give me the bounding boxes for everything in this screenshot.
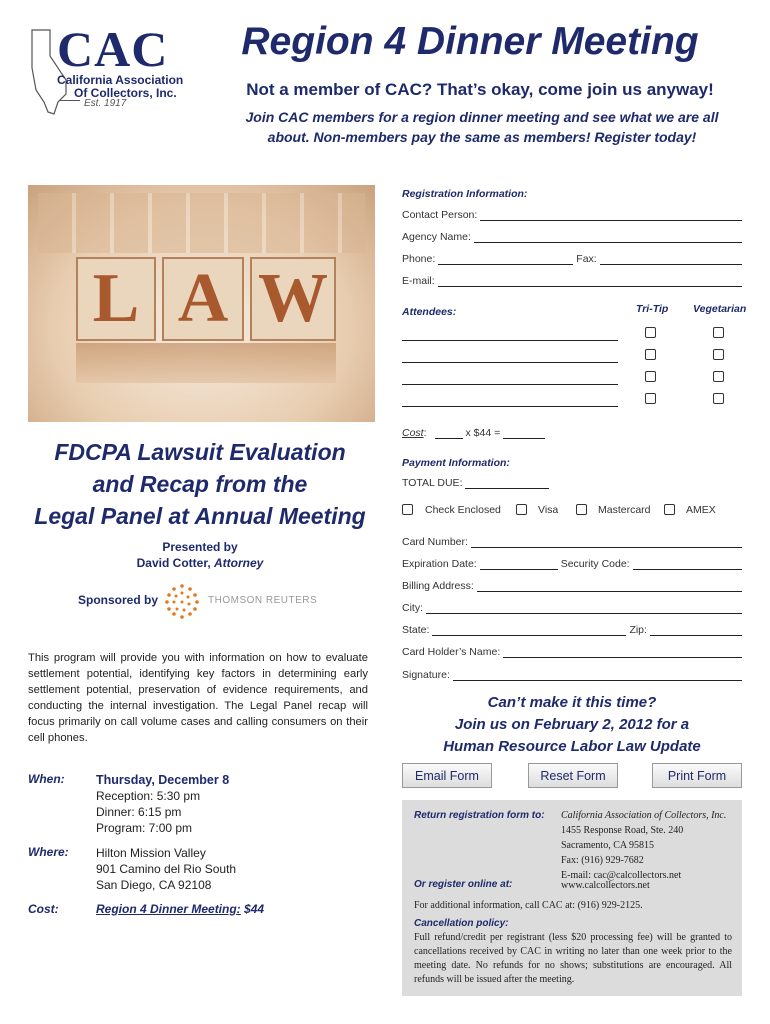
intro-line-2: about. Non-members pay the same as members! Register today!	[267, 129, 697, 145]
logo-cac: CAC	[57, 21, 169, 77]
additional-info: For additional information, call CAC at: (916) 929-2125.	[414, 900, 643, 911]
fax-label: Fax:	[576, 253, 597, 265]
billing-address-line[interactable]	[477, 582, 742, 592]
security-code-label: Security Code:	[560, 558, 630, 570]
venue-city: San Diego, CA 92108	[96, 878, 212, 892]
cant-make-line-2: Join us on February 2, 2012 for a	[454, 716, 690, 733]
attendee-line-3[interactable]	[402, 384, 618, 385]
expiration-line[interactable]	[480, 560, 558, 570]
presented-by-label: Presented by	[162, 540, 238, 554]
event-title-line-2: and Recap from the	[92, 471, 308, 497]
tri-tip-checkbox-3[interactable]	[645, 371, 656, 382]
reset-form-button[interactable]: Reset Form	[528, 763, 618, 788]
event-description: This program will provide you with information on how to evaluate settlement potential, identifying key factors in determining early settlement potential, preservation of evidence requirements, and conducting the internal investigation. The Legal Panel recap will focus primarily on call volume cases and calling consumers on their cell phones.	[28, 652, 368, 744]
contact-person-label: Contact Person:	[402, 209, 478, 221]
vegetarian-header: Vegetarian	[693, 303, 747, 315]
tri-tip-checkbox-1[interactable]	[645, 327, 656, 338]
registration-heading: Registration Information:	[402, 188, 528, 200]
online-url-link[interactable]: www.calcollectors.net	[561, 880, 650, 891]
signature-line[interactable]	[453, 671, 742, 681]
agency-name-line[interactable]	[474, 233, 742, 243]
cost-label: Cost:	[28, 902, 59, 916]
card-holder-field[interactable]	[402, 646, 742, 658]
card-holder-label: Card Holder’s Name:	[402, 646, 501, 658]
cant-make-line-1: Can’t make it this time?	[487, 694, 657, 711]
total-due-row	[402, 477, 549, 489]
print-form-button[interactable]: Print Form	[652, 763, 742, 788]
mastercard-checkbox[interactable]	[576, 504, 587, 515]
agency-name-field[interactable]	[402, 231, 742, 243]
intro-text	[218, 107, 746, 147]
presenter-name: David Cotter,	[136, 556, 211, 570]
when-block	[96, 772, 229, 836]
phone-fax-row	[402, 253, 742, 265]
dinner-time: Dinner: 6:15 pm	[96, 805, 182, 819]
return-city: Sacramento, CA 95815	[561, 840, 655, 851]
when-label: When:	[28, 772, 65, 786]
billing-address-label: Billing Address:	[402, 580, 474, 592]
card-number-field[interactable]	[402, 536, 742, 548]
email-form-button[interactable]: Email Form	[402, 763, 492, 788]
page-subtitle: Not a member of CAC? That’s okay, come join us anyway!	[246, 80, 714, 99]
state-zip-row	[402, 624, 742, 636]
presenter-role: Attorney	[214, 556, 264, 570]
presenter-line	[90, 555, 310, 571]
state-line[interactable]	[432, 626, 626, 636]
contact-person-field[interactable]	[402, 209, 742, 221]
city-label: City:	[402, 602, 423, 614]
vegetarian-checkbox-2[interactable]	[713, 349, 724, 360]
attendee-count-line[interactable]	[435, 438, 463, 439]
cost-event-name: Region 4 Dinner Meeting:	[96, 902, 241, 916]
page-title: Region 4 Dinner Meeting	[241, 20, 699, 63]
sponsored-by-label: Sponsored by	[78, 593, 159, 607]
venue-name: Hilton Mission Valley	[96, 846, 206, 860]
cost-total-line[interactable]	[503, 438, 545, 439]
tri-tip-checkbox-4[interactable]	[645, 393, 656, 404]
agency-name-label: Agency Name:	[402, 231, 471, 243]
cost-formula-row	[402, 427, 545, 439]
state-label: State:	[402, 624, 430, 636]
return-email: E-mail: cac@calcollectors.net	[561, 870, 682, 881]
expiration-label: Expiration Date:	[402, 558, 477, 570]
email-label: E-mail:	[402, 275, 435, 287]
law-blocks-photo	[28, 185, 375, 422]
city-line[interactable]	[426, 604, 742, 614]
logo-line1: California Association	[57, 73, 184, 87]
attendee-line-4[interactable]	[402, 406, 618, 407]
payment-heading: Payment Information:	[402, 457, 510, 469]
phone-line[interactable]	[438, 255, 573, 265]
signature-label: Signature:	[402, 669, 450, 681]
cant-make-line-3: Human Resource Labor Law Update	[443, 738, 701, 755]
cost-value	[96, 902, 264, 916]
return-street: 1455 Response Road, Ste. 240	[561, 825, 684, 836]
vegetarian-checkbox-3[interactable]	[713, 371, 724, 382]
cancellation-heading: Cancellation policy:	[414, 918, 509, 929]
cost-formula-label: Cost	[402, 427, 424, 439]
event-title-line-3: Legal Panel at Annual Meeting	[34, 503, 366, 529]
card-number-label: Card Number:	[402, 536, 468, 548]
event-title	[20, 436, 380, 532]
zip-label: Zip:	[629, 624, 647, 636]
logo-line2: Of Collectors, Inc.	[74, 86, 177, 100]
email-field[interactable]	[402, 275, 742, 287]
block-letter-w: W	[250, 257, 336, 341]
amex-checkbox[interactable]	[664, 504, 675, 515]
signature-field[interactable]	[402, 669, 742, 681]
check-enclosed-label: Check Enclosed	[425, 504, 501, 516]
visa-checkbox[interactable]	[516, 504, 527, 515]
mastercard-label: Mastercard	[598, 504, 651, 516]
card-holder-line[interactable]	[503, 648, 742, 658]
visa-label: Visa	[538, 504, 559, 516]
total-due-line[interactable]	[465, 479, 549, 489]
cost-colon: :	[423, 427, 427, 439]
vegetarian-checkbox-4[interactable]	[713, 393, 724, 404]
check-enclosed-checkbox[interactable]	[402, 504, 413, 515]
total-due-label: TOTAL DUE:	[402, 477, 463, 489]
fax-line[interactable]	[600, 255, 742, 265]
venue-street: 901 Camino del Rio South	[96, 862, 237, 876]
program-time: Program: 7:00 pm	[96, 821, 193, 835]
thomson-reuters-logo-icon	[162, 582, 202, 620]
block-sides	[76, 343, 336, 383]
expiration-security-row	[402, 558, 742, 570]
contact-person-line[interactable]	[480, 211, 742, 221]
attendee-line-1[interactable]	[402, 340, 618, 341]
tri-tip-checkbox-2[interactable]	[645, 349, 656, 360]
cancellation-text: Full refund/credit per registrant (less $20 processing fee) will be granted to cancellations received by CAC in writing no later than one week prior to the meeting date. No refunds for no shows; substitutions are encouraged. All refunds will be issued after the meeting.	[414, 932, 732, 985]
attendees-label: Attendees:	[402, 306, 457, 318]
reception-time: Reception: 5:30 pm	[96, 789, 201, 803]
city-field[interactable]	[402, 602, 742, 614]
cant-make-it-block	[402, 692, 742, 758]
where-label: Where:	[28, 845, 69, 859]
billing-address-field[interactable]	[402, 580, 742, 592]
return-label: Return registration form to:	[414, 810, 545, 821]
cost-amount: $44	[244, 902, 265, 916]
email-line[interactable]	[438, 277, 742, 287]
where-block	[96, 845, 236, 893]
phone-label: Phone:	[402, 253, 436, 265]
presenter-block	[90, 539, 310, 571]
card-number-line[interactable]	[471, 538, 742, 548]
return-org: California Association of Collectors, Inc.	[561, 810, 727, 821]
photo-blurred-blocks	[38, 193, 365, 253]
online-label: Or register online at:	[414, 879, 513, 890]
vegetarian-checkbox-1[interactable]	[713, 327, 724, 338]
cost-formula-multiplier: x $44 =	[465, 427, 501, 439]
sponsor-name: THOMSON REUTERS	[208, 595, 318, 606]
logo-divider	[60, 100, 80, 101]
tri-tip-header: Tri-Tip	[636, 303, 669, 315]
logo-est: Est. 1917	[84, 98, 127, 109]
amex-label: AMEX	[686, 504, 716, 516]
zip-line[interactable]	[650, 626, 742, 636]
intro-line-1: Join CAC members for a region dinner meeting and see what we are all	[245, 109, 719, 125]
security-code-line[interactable]	[633, 560, 742, 570]
block-letter-a: A	[162, 257, 244, 341]
attendee-line-2[interactable]	[402, 362, 618, 363]
event-title-line-1: FDCPA Lawsuit Evaluation	[54, 439, 346, 465]
block-letter-l: L	[76, 257, 156, 341]
when-date: Thursday, December 8	[96, 773, 230, 787]
return-fax: Fax: (916) 929-7682	[561, 855, 644, 866]
